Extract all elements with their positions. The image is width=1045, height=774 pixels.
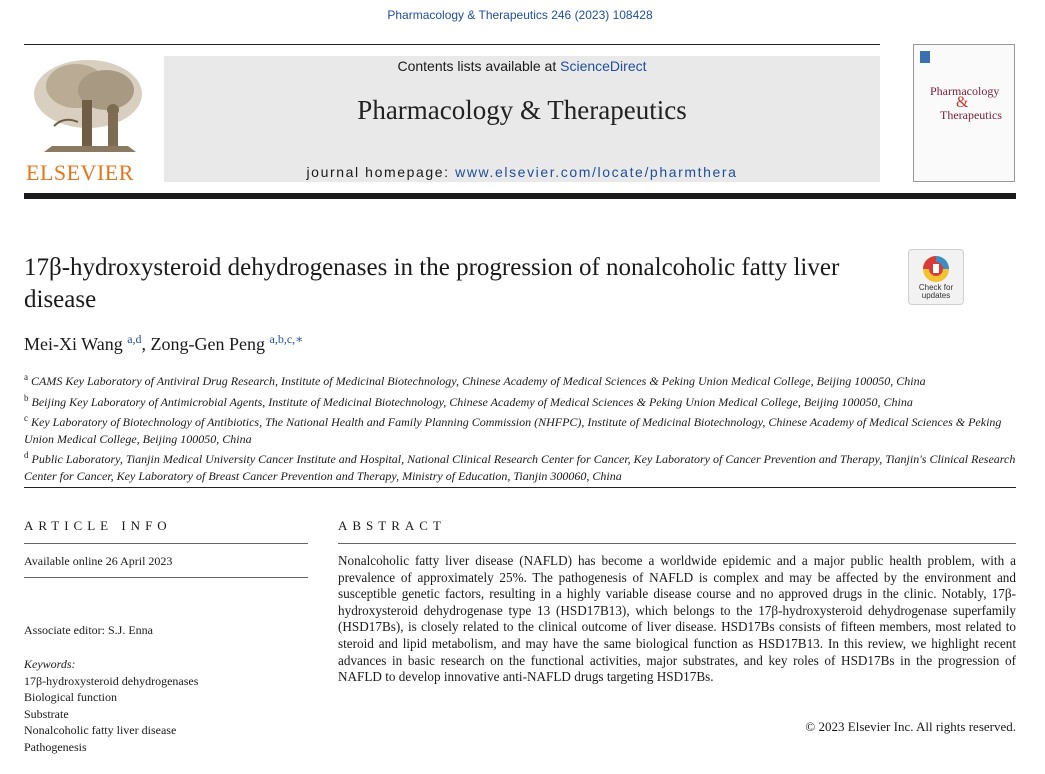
abstract-rule (338, 543, 1016, 544)
header-bottom-rule (24, 193, 1016, 199)
section-divider (24, 487, 1016, 488)
contents-prefix: Contents lists available at (397, 58, 561, 74)
affiliation-marker: b (24, 392, 29, 403)
citation-line (0, 7, 1040, 23)
keyword-item: Nonalcoholic fatty liver disease (24, 723, 177, 737)
homepage-prefix: journal homepage: (306, 164, 456, 180)
affiliation-item (24, 410, 1019, 447)
header-top-rule (24, 44, 880, 45)
affiliation-marker: c (24, 413, 28, 423)
cover-title-line-2: & (956, 94, 969, 111)
keyword-item: Biological function (24, 690, 117, 704)
crossmark-label-line-1: Check for (918, 283, 954, 292)
affiliation-item (24, 390, 1019, 411)
cover-title-line-1: Pharmacology (930, 84, 1000, 98)
associate-editor: Associate editor: S.J. Enna (24, 623, 153, 637)
citation-link[interactable]: Pharmacology & Therapeutics 246 (2023) 108428 (387, 8, 653, 22)
affiliation-marker: a (24, 372, 28, 382)
keywords-block (24, 656, 198, 755)
homepage-line (164, 164, 880, 180)
cover-title (930, 85, 1010, 121)
affiliation-text: Public Laboratory, Tianjin Medical University Cancer Institute and Hospital, National Clinical Research Center for Cancer, Key Laboratory of Cancer Prevention and Therapy, Tianjin's Clinical Research Center for Cancer, Key Laboratory of Breast Cancer Prevention and Therapy, Ministry of Education, Tianjin 300060, China (24, 452, 1016, 483)
article-info-heading: ARTICLE INFO (24, 518, 172, 533)
author-name[interactable]: Mei-Xi Wang (24, 334, 123, 354)
affiliation-list (24, 369, 1019, 484)
elsevier-tree-icon (24, 56, 156, 160)
affiliation-text: Key Laboratory of Biotechnology of Antibiotics, The National Health and Family Planning Commission (NHFPC), Institute of Medicinal Biotechnology, Chinese Academy of Medical Sciences & Peking Union Medical College, Beijing 100050, China (24, 415, 1002, 446)
article-title: 17β-hydroxysteroid dehydrogenases in the progression of nonalcoholic fatty liver disease (24, 254, 840, 313)
check-for-updates-button[interactable] (908, 249, 964, 305)
affiliation-item (24, 369, 1019, 390)
keyword-item: 17β-hydroxysteroid dehydrogenases (24, 673, 199, 688)
homepage-link[interactable]: www.elsevier.com/locate/pharmthera (455, 164, 738, 180)
cover-title-line-3: Therapeutics (940, 108, 1002, 122)
affiliation-item (24, 447, 1019, 484)
copyright-notice: © 2023 Elsevier Inc. All rights reserved. (805, 719, 1016, 734)
journal-name: Pharmacology & Therapeutics (357, 95, 687, 125)
author-affiliation-markers[interactable]: a,d (127, 332, 142, 346)
journal-cover-thumbnail[interactable] (913, 44, 1015, 182)
cover-badge-icon (920, 51, 930, 63)
available-online-date: Available online 26 April 2023 (24, 554, 173, 568)
crossmark-icon (921, 254, 951, 284)
author-separator: , (141, 334, 151, 354)
elsevier-logo[interactable] (24, 56, 156, 184)
author-affiliation-markers[interactable]: a,b,c,∗ (269, 332, 304, 346)
abstract-heading: ABSTRACT (338, 518, 446, 533)
crossmark-label (909, 284, 963, 300)
author-name[interactable]: Zong-Gen Peng (150, 334, 266, 354)
keyword-item: Substrate (24, 706, 69, 721)
sciencedirect-link[interactable]: ScienceDirect (560, 58, 647, 74)
elsevier-wordmark: ELSEVIER (26, 160, 134, 185)
article-info-rule (24, 577, 308, 578)
affiliation-text: CAMS Key Laboratory of Antiviral Drug Research, Institute of Medicinal Biotechnology, Chinese Academy of Medical Sciences & Peking Union Medical College, Beijing 100050, China (31, 374, 926, 388)
affiliation-text: Beijing Key Laboratory of Antimicrobial Agents, Institute of Medicinal Biotechnology, Chinese Academy of Medical Sciences & Peking Union Medical College, Beijing 100050, China (31, 394, 913, 409)
keywords-title: Keywords: (24, 657, 76, 671)
abstract-text: Nonalcoholic fatty liver disease (NAFLD) has become a worldwide epidemic and a major public health problem, with a prevalence of approximately 25%. The pathogenesis of NAFLD is complex and may be affected by the environment and susceptible genetic factors, resulting in a highly variable disease course and no approved drugs in the clinic. Notably, 17β-hydroxysteroid dehydrogenase type 13 (HSD17B13), which belongs to the 17β-hydroxysteroid dehydrogenase superfamily (HSD17Bs), is closely related to the clinical outcome of liver disease. HSD17Bs consists of fifteen members, most related to steroid and lipid metabolism, and may have the same biological function as HSD17B13. In this review, we highlight recent advances in basic research on the functional activities, major substrates, and key roles of HSD17Bs in the progression of NAFLD to develop innovative anti-NAFLD drugs targeting HSD17Bs. (338, 553, 1016, 685)
crossmark-label-line-2: updates (921, 291, 951, 300)
affiliation-marker: d (24, 450, 29, 460)
contents-line (164, 58, 880, 74)
article-info-rule (24, 543, 308, 544)
keyword-item: Pathogenesis (24, 739, 87, 754)
author-list (24, 332, 303, 355)
